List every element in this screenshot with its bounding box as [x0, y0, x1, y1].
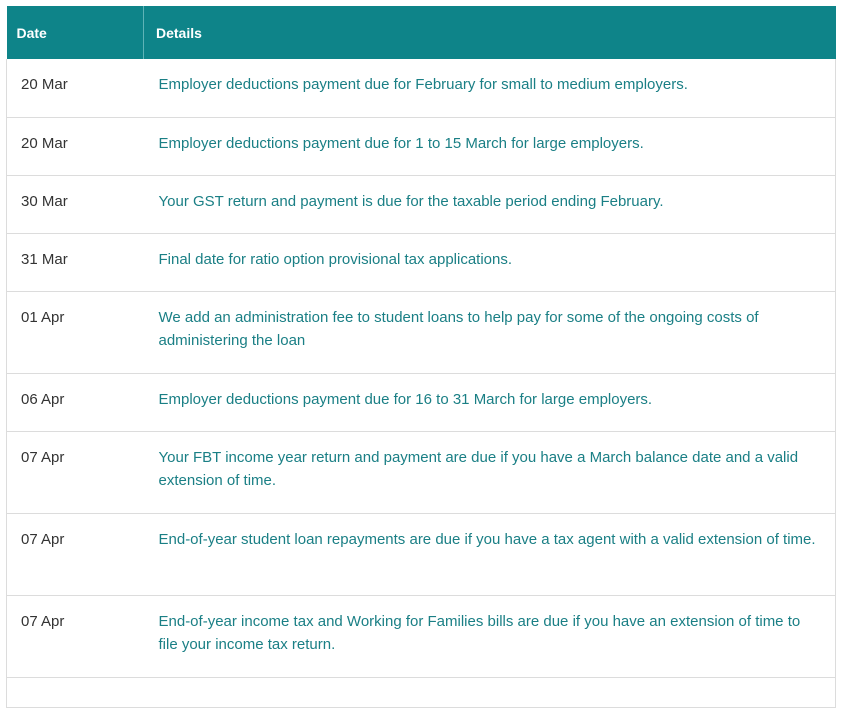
row-details: Employer deductions payment due for February for small to medium employers. [144, 59, 836, 117]
table-row [7, 175, 836, 233]
table-row-partial [7, 677, 836, 707]
table-row [7, 291, 836, 373]
row-date: 20 Mar [7, 117, 144, 175]
table-row [7, 513, 836, 595]
table-row [7, 233, 836, 291]
tax-dates-table-container [6, 6, 835, 708]
row-details: End-of-year student loan repayments are due if you have a tax agent with a valid extension of time. [144, 513, 836, 595]
row-date: 31 Mar [7, 233, 144, 291]
row-date: 07 Apr [7, 431, 144, 513]
row-details: End-of-year income tax and Working for Families bills are due if you have an extension of time to file your income tax return. [144, 595, 836, 677]
table-row [7, 117, 836, 175]
row-date: 30 Mar [7, 175, 144, 233]
row-date: 20 Mar [7, 59, 144, 117]
row-details: We add an administration fee to student loans to help pay for some of the ongoing costs of administering the loan [144, 291, 836, 373]
row-details: Your GST return and payment is due for the taxable period ending February. [144, 175, 836, 233]
table-row [7, 431, 836, 513]
row-details: Employer deductions payment due for 16 to 31 March for large employers. [144, 373, 836, 431]
row-date: 01 Apr [7, 291, 144, 373]
row-details-empty [144, 677, 836, 707]
row-details: Your FBT income year return and payment are due if you have a March balance date and a valid extension of time. [144, 431, 836, 513]
row-date: 07 Apr [7, 595, 144, 677]
table-header [7, 6, 836, 59]
column-header-date: Date [7, 6, 144, 59]
column-header-details: Details [144, 6, 836, 59]
header-row [7, 6, 836, 59]
table-body [7, 59, 836, 707]
table-row [7, 595, 836, 677]
tax-dates-table [6, 6, 836, 708]
table-row [7, 373, 836, 431]
row-details: Employer deductions payment due for 1 to 15 March for large employers. [144, 117, 836, 175]
row-date: 06 Apr [7, 373, 144, 431]
row-date: 07 Apr [7, 513, 144, 595]
table-row [7, 59, 836, 117]
row-date-empty [7, 677, 144, 707]
row-details: Final date for ratio option provisional tax applications. [144, 233, 836, 291]
